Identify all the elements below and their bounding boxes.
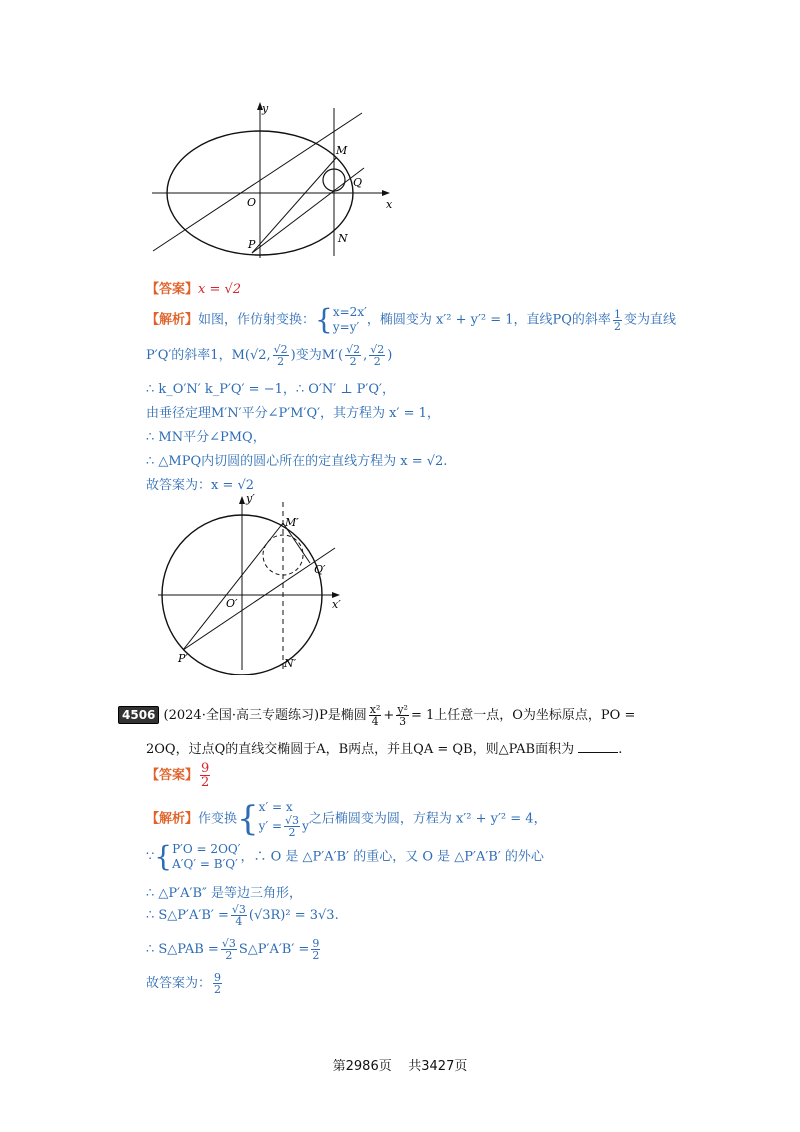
answer-blank bbox=[578, 740, 618, 753]
circle-figure bbox=[150, 490, 360, 675]
answer-row-2 bbox=[146, 762, 212, 789]
numerator: 9 bbox=[201, 761, 210, 776]
analysis-text: 变为直线 bbox=[623, 312, 676, 328]
denominator: 4 bbox=[371, 715, 379, 728]
numerator: 1 bbox=[613, 307, 621, 321]
denominator: 2 bbox=[277, 355, 285, 368]
fig1-label-o: O bbox=[247, 196, 257, 209]
denominator: 4 bbox=[235, 915, 243, 928]
analysis-text: ，椭圆变为 x′² + y′² = 1，直线PQ的斜率 bbox=[366, 312, 611, 328]
numerator: 9 bbox=[214, 971, 222, 984]
line-tangent bbox=[153, 113, 362, 251]
numerator: √2 bbox=[273, 343, 288, 356]
fig2-label-x: x′ bbox=[332, 598, 341, 611]
fig2-label-p: P′ bbox=[178, 652, 188, 665]
system bbox=[333, 305, 367, 335]
question-text: P是椭圆 bbox=[319, 708, 367, 723]
analysis2-line-1 bbox=[146, 800, 547, 838]
denominator: 2 bbox=[312, 949, 320, 962]
analysis-line-6: ∴ △MPQ内切圆的圆心所在的定直线方程为 x = √2. bbox=[146, 454, 448, 469]
analysis-text: S△P′A′B′ = bbox=[238, 942, 310, 957]
fig1-label-x: x bbox=[386, 198, 393, 211]
fig1-label-y: y bbox=[262, 102, 269, 115]
numerator: √3 bbox=[285, 814, 300, 827]
analysis-line-5: ∴ MN平分∠PMQ， bbox=[146, 430, 266, 445]
page-footer bbox=[0, 1055, 800, 1074]
fig1-label-n: N bbox=[338, 232, 348, 245]
question-4506-line-1 bbox=[118, 704, 635, 727]
answer-tag: 【答案】 bbox=[146, 282, 199, 297]
fraction bbox=[396, 704, 409, 727]
analysis-line-3: ∴ k_O′N′ k_P′Q′ = −1，∴ O′N′ ⊥ P′Q′， bbox=[146, 382, 395, 397]
answer-tag: 【答案】 bbox=[146, 768, 199, 783]
system bbox=[259, 800, 309, 838]
analysis-text: 之后椭圆变为圆，方程为 x′² + y′² = 4， bbox=[308, 811, 547, 827]
analysis-tag: 【解析】 bbox=[146, 811, 199, 827]
answer-value: x = √2 bbox=[198, 282, 242, 297]
analysis-line-7: 故答案为：x = √2 bbox=[146, 478, 255, 493]
question-4506-line-2 bbox=[146, 738, 622, 757]
denominator: 2 bbox=[225, 949, 233, 962]
x-axis-arrow bbox=[382, 190, 390, 196]
system bbox=[172, 842, 240, 872]
fraction bbox=[221, 938, 237, 961]
fraction bbox=[369, 344, 385, 367]
fig1-label-q: Q bbox=[353, 176, 363, 189]
brace: { bbox=[237, 799, 259, 839]
analysis-text: 作变换 bbox=[198, 811, 238, 827]
fraction bbox=[613, 309, 622, 332]
answer-row-1 bbox=[146, 278, 241, 297]
analysis2-line-4 bbox=[146, 904, 339, 927]
system-eq-1: x=2x′ bbox=[332, 305, 367, 319]
fraction bbox=[273, 344, 289, 367]
numerator: 9 bbox=[312, 937, 320, 950]
brace: { bbox=[315, 303, 333, 336]
fig2-label-n: N′ bbox=[284, 657, 297, 670]
system-eq-2: y′ = bbox=[258, 819, 283, 833]
question-source: (2024·全国·高三专题练习) bbox=[163, 708, 320, 723]
line-pm bbox=[183, 523, 283, 650]
analysis2-line-3: ∴ △P′A′B″ 是等边三角形， bbox=[146, 886, 302, 901]
analysis-tag: 【解析】 bbox=[146, 312, 199, 328]
analysis-line-2: P′Q′的斜率1，M(√2, $\frac{√2}{2}$ )变为M′( $\frac{√2}{2}$ , $\frac{√2}{2}$ ) bbox=[146, 343, 393, 368]
numerator: √3 bbox=[231, 903, 246, 916]
question-text: . bbox=[618, 742, 623, 757]
system-eq-2-tail: y bbox=[302, 819, 309, 833]
denominator: 3 bbox=[399, 715, 407, 728]
analysis-text: ) bbox=[387, 348, 393, 363]
numerator: √2 bbox=[346, 343, 361, 356]
question-text: = 1上任意一点，O为坐标原点，PO = bbox=[410, 708, 636, 723]
fig2-label-y: y′ bbox=[246, 492, 255, 505]
question-number-badge: 4506 bbox=[118, 706, 159, 724]
analysis-text: 如图，作仿射变换： bbox=[198, 312, 316, 328]
analysis-text: ∴ S△PAB = bbox=[146, 942, 219, 957]
analysis-text: (√3R)² = 3√3. bbox=[248, 908, 339, 923]
system-eq-2: A′Q′ = B′Q′ bbox=[172, 857, 238, 871]
denominator: 2 bbox=[288, 826, 296, 839]
numerator: y² bbox=[397, 703, 408, 716]
denominator: 2 bbox=[349, 355, 357, 368]
denominator: 2 bbox=[214, 983, 222, 996]
analysis2-line-6 bbox=[146, 972, 224, 995]
fig2-label-q: Q′ bbox=[314, 563, 326, 576]
analysis-text: P′Q′的斜率1，M(√2, bbox=[146, 348, 271, 363]
ellipse-figure bbox=[150, 98, 400, 263]
system-eq-1: P′O = 2OQ′ bbox=[172, 842, 241, 856]
page-number: 第2986页 bbox=[332, 1059, 392, 1074]
numerator: √2 bbox=[370, 343, 385, 356]
page-total: 共3427页 bbox=[408, 1059, 468, 1074]
numerator: x² bbox=[369, 703, 381, 716]
denominator: 2 bbox=[201, 775, 210, 790]
fig1-label-m: M bbox=[336, 144, 348, 157]
because-symbol: ∵ bbox=[146, 849, 155, 865]
fraction bbox=[213, 972, 222, 995]
y-axis-arrow bbox=[239, 496, 245, 504]
fraction bbox=[369, 704, 382, 727]
fig1-label-p: P bbox=[248, 238, 256, 251]
fig2-label-o: O′ bbox=[226, 597, 238, 610]
brace: { bbox=[154, 840, 173, 873]
numerator: √3 bbox=[221, 937, 236, 950]
denominator: 2 bbox=[373, 355, 381, 368]
analysis-text: )变为M′( bbox=[290, 348, 344, 363]
answer-fraction bbox=[200, 762, 210, 789]
analysis-text: ∴ S△P′A′B′ = bbox=[146, 908, 229, 923]
analysis-text: 故答案为： bbox=[146, 976, 212, 991]
system-eq-1: x′ = x bbox=[258, 800, 293, 814]
analysis-text: ，∴ O 是 △P′A′B′ 的重心，又 O 是 △P′A′B′ 的外心 bbox=[240, 849, 544, 865]
fraction bbox=[311, 938, 320, 961]
analysis-line-4: 由垂径定理M′N′平分∠P′M′Q′，其方程为 x′ = 1， bbox=[146, 406, 440, 421]
line-mq bbox=[283, 523, 310, 563]
fig2-label-m: M′ bbox=[285, 516, 299, 529]
analysis-line-1 bbox=[146, 305, 676, 335]
fraction bbox=[345, 344, 361, 367]
denominator: 2 bbox=[613, 319, 621, 333]
plus-sign: + bbox=[383, 708, 395, 723]
system-eq-2: y=y′ bbox=[332, 320, 360, 334]
analysis2-line-2 bbox=[146, 842, 544, 872]
fraction bbox=[284, 815, 300, 838]
analysis2-line-5 bbox=[146, 938, 322, 961]
question-text: 2OQ，过点Q的直线交椭圆于A，B两点，并且QA = QB，则△PAB面积为 bbox=[146, 742, 575, 757]
fraction bbox=[231, 904, 247, 927]
